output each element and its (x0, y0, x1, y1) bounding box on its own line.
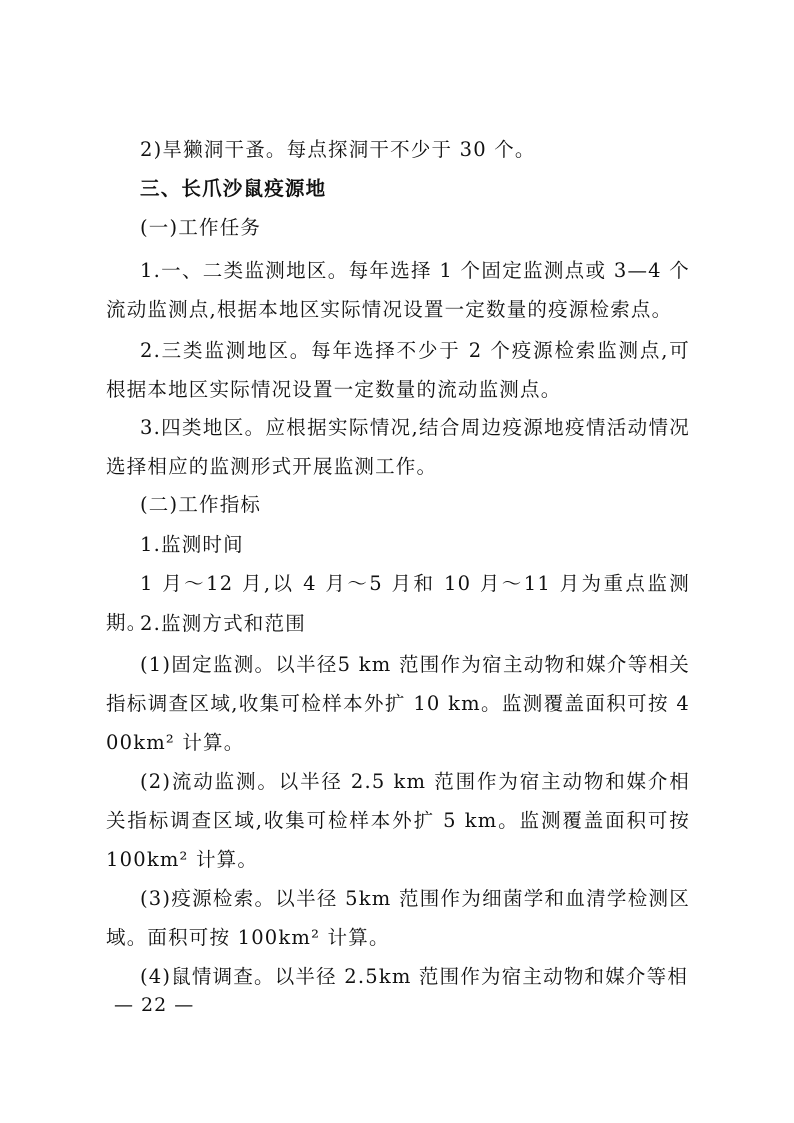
paragraph-rodent-survey: (4)鼠情调查。以半径 2.5km 范围作为宿主动物和媒介等相 (140, 965, 689, 988)
paragraph-fixed-monitoring: (1)固定监测。以半径5 km 范围作为宿主动物和媒介等相关指标调查区域,收集可检样本外扩 10 km。监测覆盖面积可按 400km² 计算。 (106, 653, 690, 754)
item-monitoring-time: 1.监测时间 (140, 533, 244, 556)
subheading-work-indicators: (二)工作指标 (140, 493, 262, 516)
paragraph-class-3-areas: 2.三类监测地区。每年选择不少于 2 个疫源检索监测点,可根据本地区实际情况设置一定数量的流动监测点。 (106, 339, 690, 401)
paragraph-focus-search: (3)疫源检索。以半径 5km 范围作为细菌学和血清学检测区域。面积可按 100km² 计算。 (106, 887, 690, 949)
paragraph-class-4-areas: 3.四类地区。应根据实际情况,结合周边疫源地疫情活动情况选择相应的监测形式开展监测工作。 (106, 416, 690, 478)
paragraph-mobile-monitoring: (2)流动监测。以半径 2.5 km 范围作为宿主动物和媒介相关指标调查区域,收集可检样本外扩 5 km。监测覆盖面积可按 100km² 计算。 (106, 770, 690, 871)
subheading-work-tasks: (一)工作任务 (140, 216, 262, 239)
paragraph-flea-survey: 2)旱獭洞干蚤。每点探洞干不少于 30 个。 (140, 138, 536, 161)
section-heading-gerbil-focus: 三、长爪沙鼠疫源地 (140, 177, 327, 200)
paragraph-class-1-2-areas: 1.一、二类监测地区。每年选择 1 个固定监测点或 3—4 个流动监测点,根据本地区实际情况设置一定数量的疫源检索点。 (106, 259, 690, 321)
item-monitoring-method-scope: 2.监测方式和范围 (140, 612, 306, 635)
page-number: — 22 — (114, 994, 195, 1016)
paragraph-monitoring-period: 1 月～12 月,以 4 月～5 月和 10 月～11 月为重点监测期。 (106, 572, 690, 634)
